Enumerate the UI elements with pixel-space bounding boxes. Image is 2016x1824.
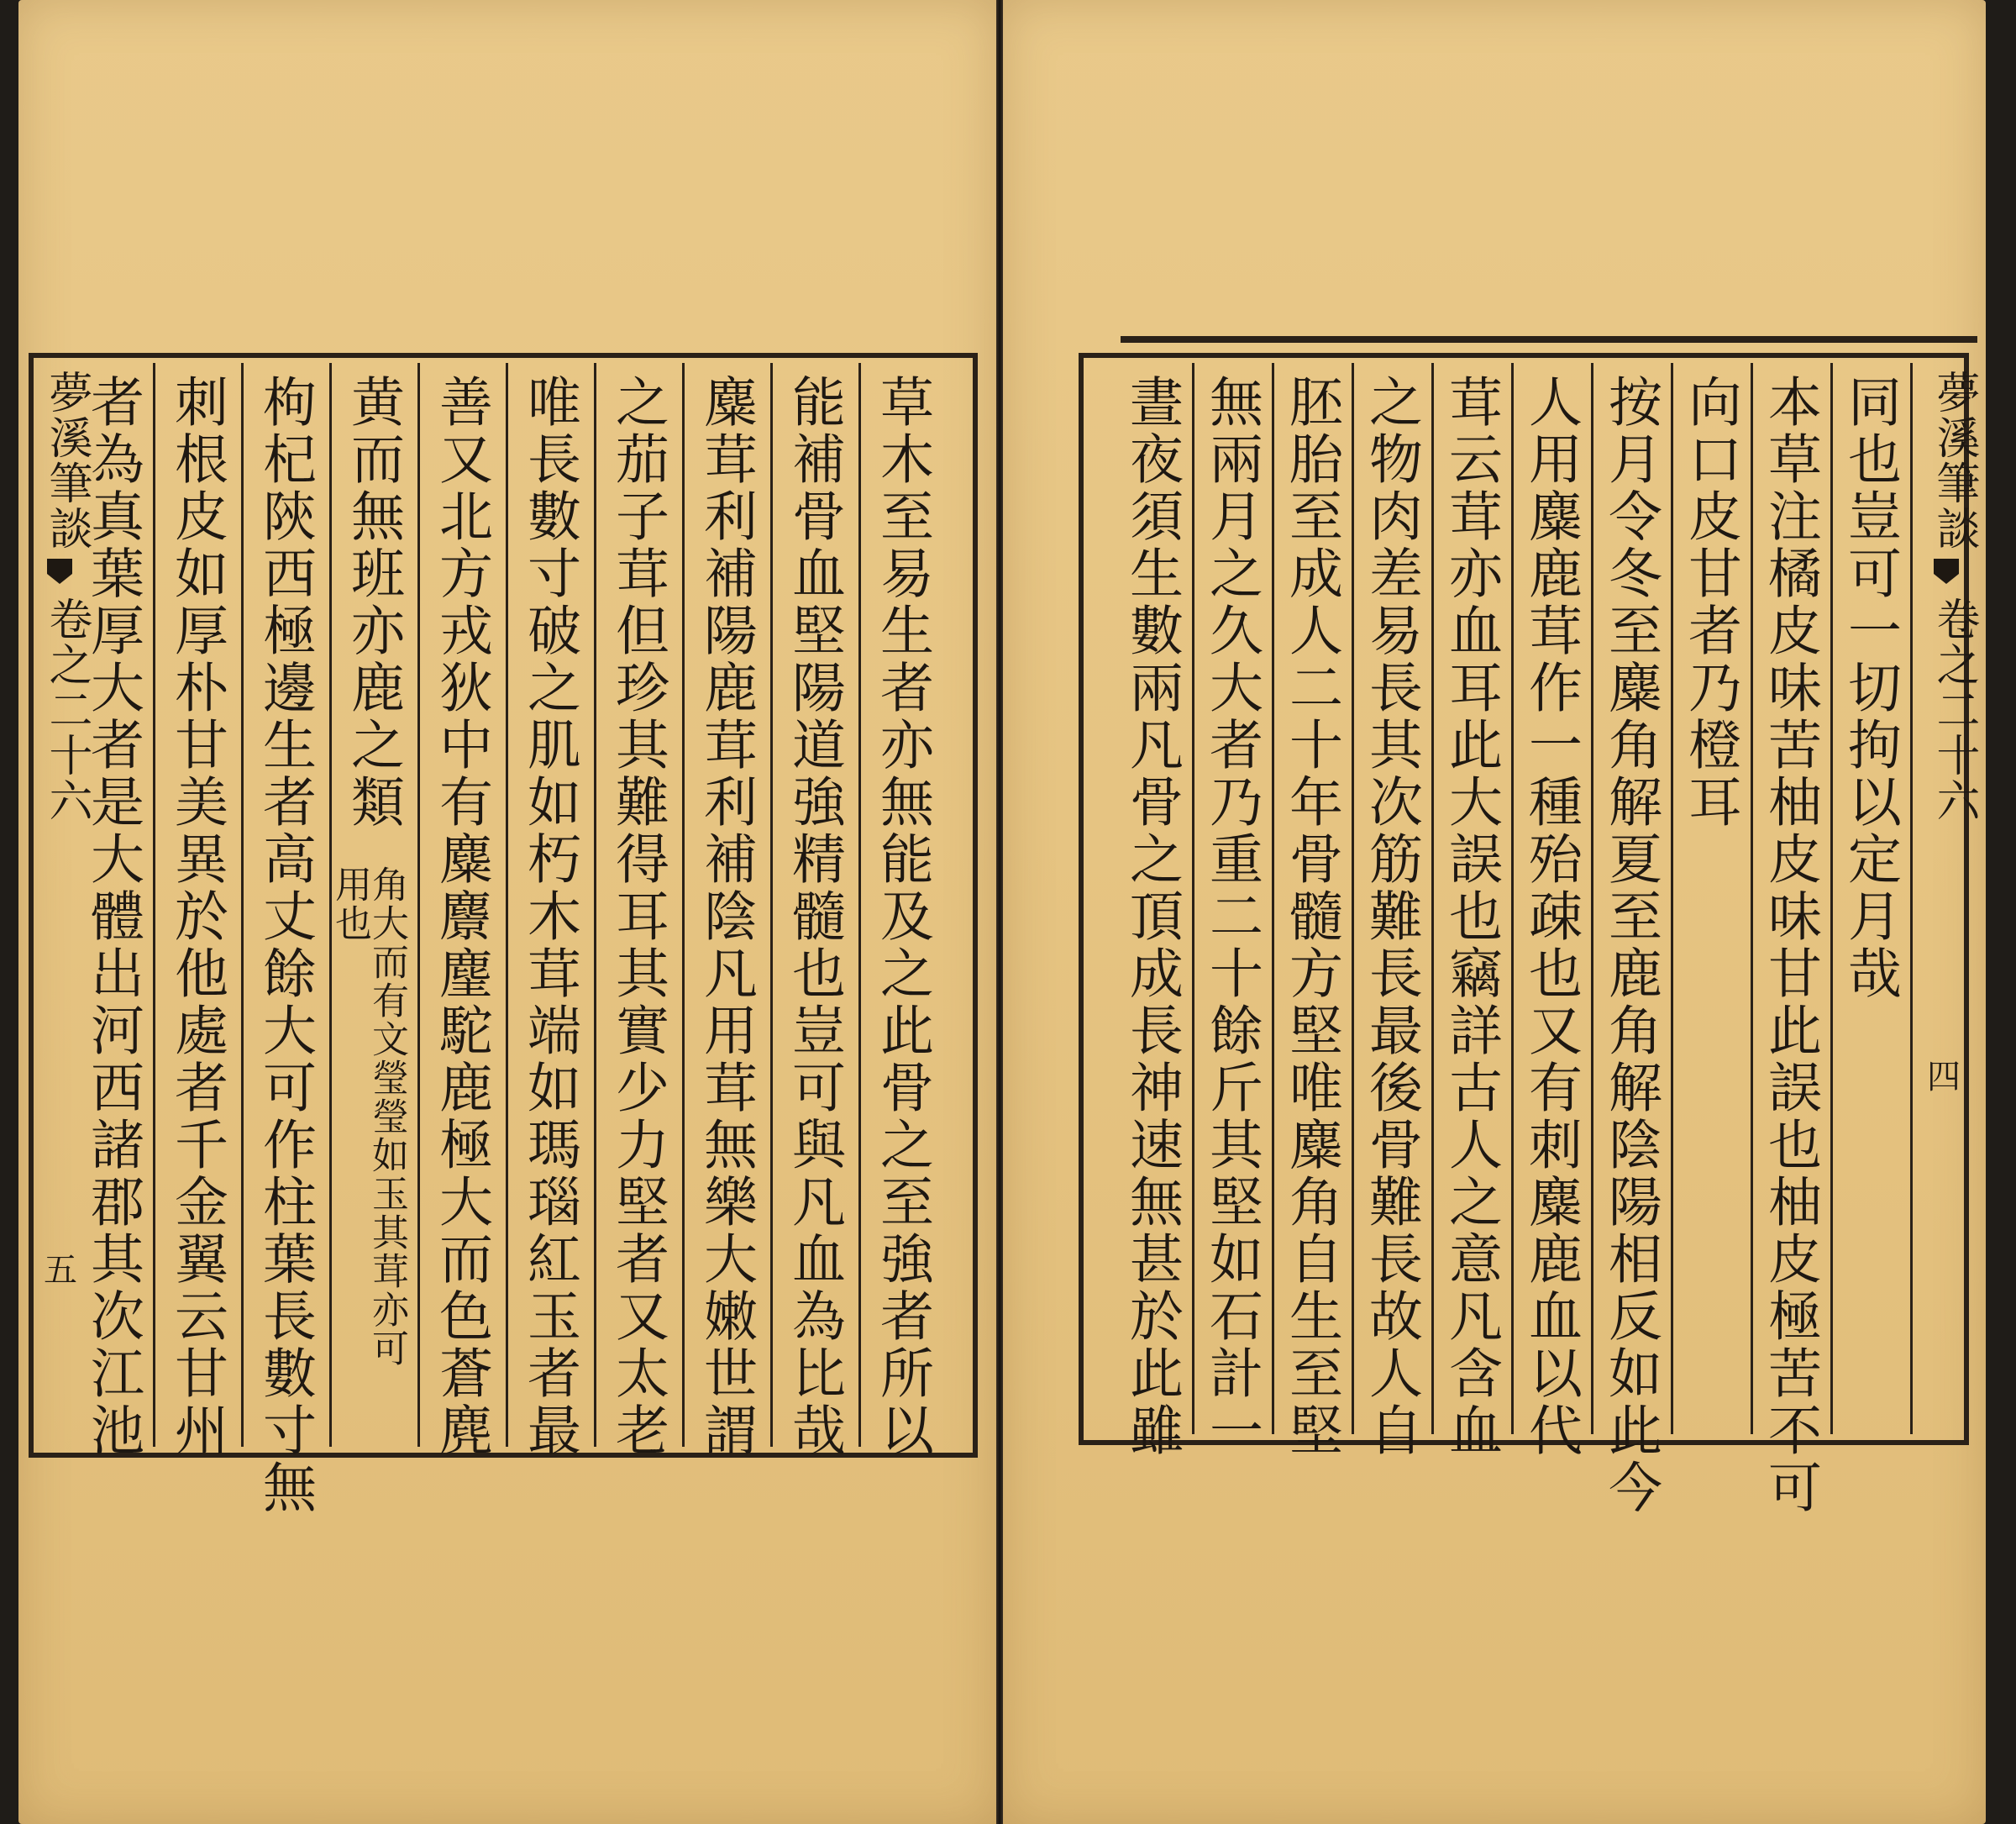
small-note-column: 角大而有文瑩瑩如玉其茸亦可用也 xyxy=(328,865,408,1368)
text-column: 麋茸利補陽鹿茸利補陰凡用茸無樂大嫩世謂 xyxy=(695,374,757,1459)
text-column: 胚胎至成人二十年骨髓方堅唯麋角自生至堅 xyxy=(1280,374,1342,1459)
column-rule xyxy=(506,363,508,1447)
column-rule xyxy=(241,363,244,1447)
text-column: 茸云茸亦血耳此大誤也竊詳古人之意凡含血 xyxy=(1440,374,1502,1459)
left-page xyxy=(18,0,996,1824)
text-column: 枸杞陝西極邊生者高丈餘大可作柱葉長數寸無 xyxy=(254,374,316,1516)
text-column: 之茄子茸但珍其難得耳其實少力堅者又太老 xyxy=(606,374,669,1459)
column-rule xyxy=(1272,363,1274,1434)
text-column: 本草注橘皮味苦柚皮味甘此誤也柚皮極苦不可 xyxy=(1759,374,1821,1516)
text-column: 善又北方戎狄中有麋麖麈駝鹿極大而色蒼麂 xyxy=(430,374,492,1459)
text-column: 之物肉差易長其次筋難長最後骨難長故人自 xyxy=(1360,374,1422,1459)
text-column: 唯長數寸破之肌如朽木茸端如瑪瑙紅玉者最 xyxy=(518,374,580,1459)
column-rule xyxy=(1671,363,1673,1434)
column-rule xyxy=(1352,363,1354,1434)
right-margin-volume: 卷之二十六 xyxy=(1929,597,1979,823)
right-edge-shadow xyxy=(1986,0,2016,1824)
left-margin-title: 夢溪筆談 xyxy=(41,370,92,551)
right-page xyxy=(1003,0,1986,1824)
text-column: 按月令冬至麋角解夏至鹿角解陰陽相反如此今 xyxy=(1599,374,1662,1516)
column-rule xyxy=(1591,363,1593,1434)
column-rule xyxy=(682,363,685,1447)
text-column: 者為真葉厚大者是大體出河西諸郡其次江池 xyxy=(81,374,144,1459)
text-column: 同也豈可一切拘以定月哉 xyxy=(1839,374,1901,1002)
column-rule xyxy=(417,363,420,1447)
column-rule xyxy=(153,363,155,1447)
column-rule xyxy=(1511,363,1514,1434)
column-rule xyxy=(1751,363,1753,1434)
text-column: 刺根皮如厚朴甘美異於他處者千金翼云甘州 xyxy=(165,374,228,1459)
column-rule xyxy=(1830,363,1833,1434)
book-gutter xyxy=(996,0,1003,1824)
column-rule xyxy=(770,363,773,1447)
column-rule xyxy=(1192,363,1194,1434)
text-column: 黄而無班亦鹿之類 xyxy=(342,374,404,831)
text-column: 晝夜須生數兩凡骨之頂成長神速無甚於此雖 xyxy=(1121,374,1183,1459)
left-margin-volume: 卷之二十六 xyxy=(41,597,92,823)
text-column: 草木至易生者亦無能及之此骨之至強者所以 xyxy=(871,374,933,1459)
left-folio: 五 xyxy=(44,1251,77,1290)
right-margin-title: 夢溪筆談 xyxy=(1929,370,1979,551)
column-rule xyxy=(594,363,596,1447)
column-rule xyxy=(1910,363,1913,1434)
column-rule xyxy=(858,363,861,1447)
text-column: 向口皮甘者乃橙耳 xyxy=(1679,374,1741,831)
column-rule xyxy=(1431,363,1434,1434)
text-column: 人用麋鹿茸作一種殆疎也又有刺麋鹿血以代 xyxy=(1520,374,1582,1459)
right-folio: 四 xyxy=(1927,1058,1961,1096)
text-column: 無兩月之久大者乃重二十餘斤其堅如石計一 xyxy=(1200,374,1263,1459)
right-top-rule xyxy=(1121,336,1977,343)
text-column: 能補骨血堅陽道強精髓也豈可與凡血為比哉 xyxy=(783,374,845,1459)
